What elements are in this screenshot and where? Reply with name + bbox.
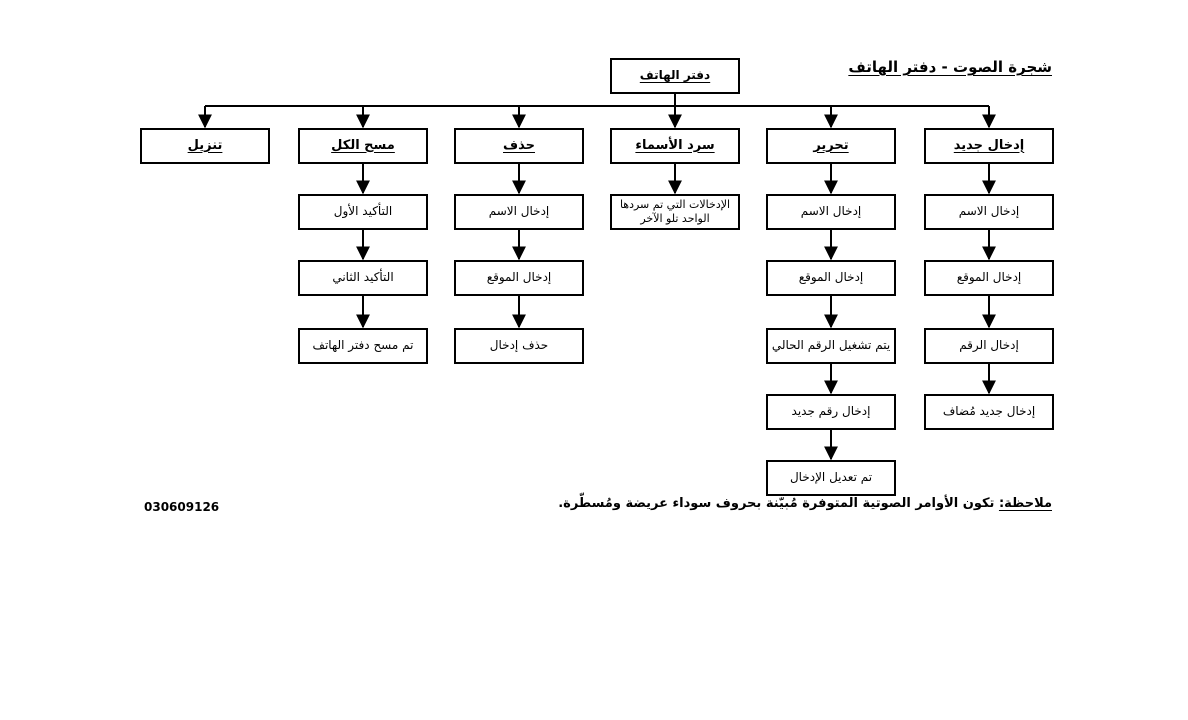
command-new-entry: إدخال جديد	[924, 128, 1054, 164]
step-node: إدخال الاسم	[454, 194, 584, 230]
step-node: إدخال الموقع	[924, 260, 1054, 296]
root-node-phonebook: دفتر الهاتف	[610, 58, 740, 94]
footnote	[558, 496, 1052, 511]
step-node: تم مسح دفتر الهاتف	[298, 328, 428, 364]
command-delete: حذف	[454, 128, 584, 164]
step-node: إدخال الموقع	[454, 260, 584, 296]
step-node: إدخال رقم جديد	[766, 394, 896, 430]
command-edit: تحرير	[766, 128, 896, 164]
command-erase-all: مسح الكل	[298, 128, 428, 164]
step-node: إدخال الرقم	[924, 328, 1054, 364]
document-code: 030609126	[144, 500, 220, 514]
step-node: إدخال جديد مُضاف	[924, 394, 1054, 430]
footnote-label: ملاحظة:	[998, 496, 1052, 511]
step-node: تم تعديل الإدخال	[766, 460, 896, 496]
step-node: الإدخالات التي تم سردها الواحد تلو الآخر	[610, 194, 740, 230]
diagram-title: شجرة الصوت - دفتر الهاتف	[848, 58, 1052, 76]
step-node: إدخال الاسم	[766, 194, 896, 230]
command-download: تنزيل	[140, 128, 270, 164]
footnote-text: تكون الأوامر الصوتية المتوفرة مُبيّنة بحروف سوداء عريضة ومُسطّرة.	[558, 496, 995, 511]
step-node: حذف إدخال	[454, 328, 584, 364]
command-list-names: سرد الأسماء	[610, 128, 740, 164]
step-node: التأكيد الثاني	[298, 260, 428, 296]
step-node: التأكيد الأول	[298, 194, 428, 230]
step-node: إدخال الموقع	[766, 260, 896, 296]
step-node: يتم تشغيل الرقم الحالي	[766, 328, 896, 364]
step-node: إدخال الاسم	[924, 194, 1054, 230]
